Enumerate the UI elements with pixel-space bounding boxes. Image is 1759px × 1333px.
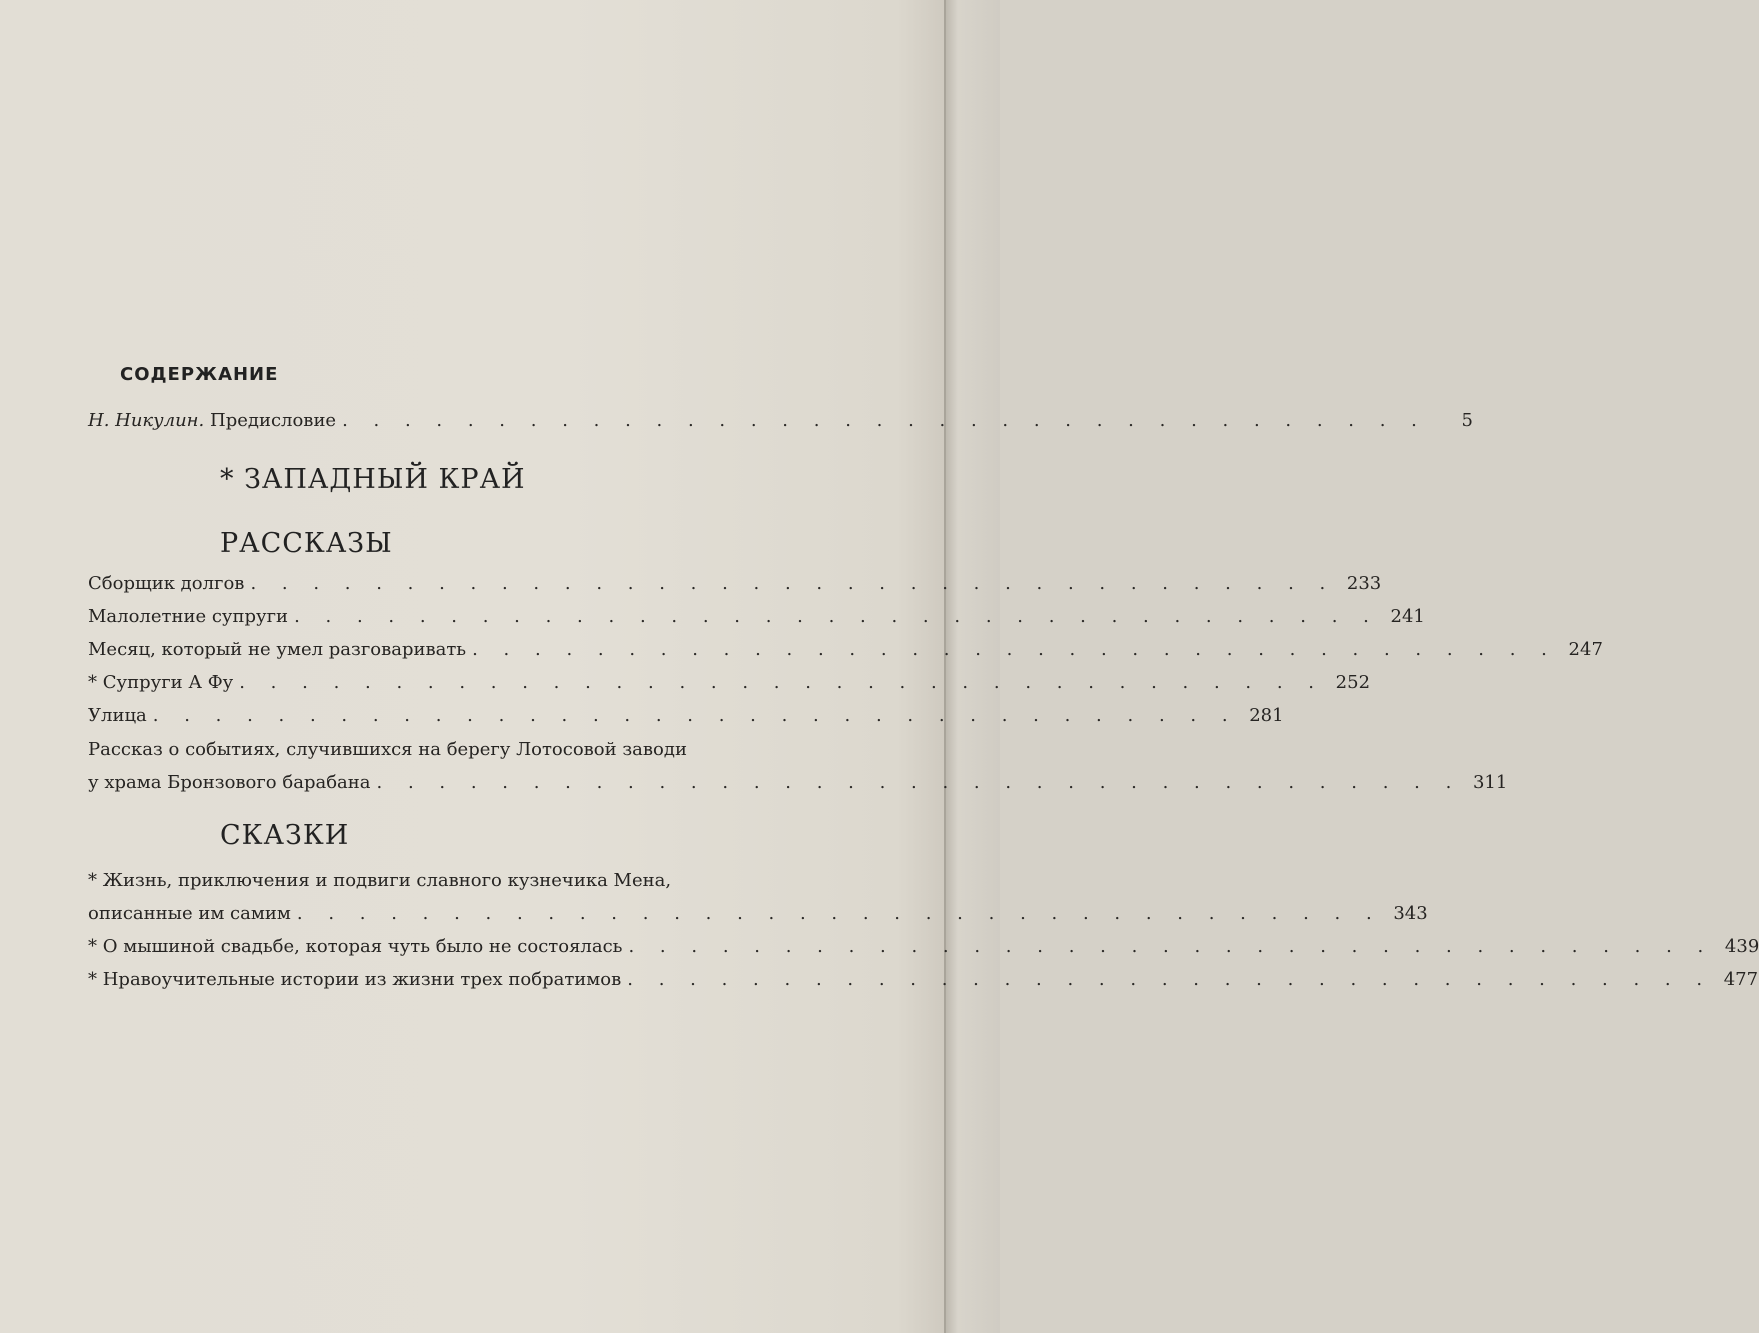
entry-page: 252 [1335, 672, 1371, 693]
entry-title: * Супруги А Фу [88, 672, 234, 693]
entry-page: 343 [1393, 903, 1428, 924]
toc-entry [88, 638, 1603, 662]
entry-title-line2: у храма Бронзового барабана [88, 772, 371, 793]
toc-entry [88, 935, 1759, 959]
entry-title: Малолетние супруги [88, 606, 289, 627]
entry-page: 281 [1249, 705, 1284, 726]
entry-page: 233 [1346, 573, 1382, 594]
toc-heading: СОДЕРЖАНИЕ [120, 364, 279, 385]
toc-entry [88, 771, 1508, 795]
entry-page: 477 [1723, 969, 1759, 990]
toc-entry [88, 968, 1759, 992]
entry-title: * Нравоучительные истории из жизни трех побратимов [88, 969, 622, 990]
toc-entry [88, 605, 1425, 629]
preface-label [88, 409, 336, 433]
leader-dots: . . . . . . . . . . . . . . . . . . . . . . . . . . . . . . . . . . . [376, 772, 1462, 793]
entry-page: 439 [1724, 936, 1759, 957]
preface-page: 5 [1461, 410, 1473, 431]
entry-page: 247 [1568, 639, 1603, 660]
leader-dots: . . . . . . . . . . . . . . . . . . . . . . . . . . . . . . . . . . . [294, 606, 1379, 627]
leader-dots: . . . . . . . . . . . . . . . . . . . . . . . . . . . . . . . . . . . [296, 903, 1382, 924]
leader-dots: . . . . . . . . . . . . . . . . . . . . . . . . . . . . . . . . . . . [239, 672, 1325, 693]
entry-page: 241 [1390, 606, 1425, 627]
toc-entry [88, 572, 1382, 596]
leader-dots: . . . . . . . . . . . . . . . . . . . . . . . . . . . . . . . . . . . [342, 410, 1427, 431]
toc-entry-preface [88, 409, 1473, 433]
next-page-edge [944, 0, 1000, 1333]
entry-title-line2: описанные им самим [88, 903, 291, 924]
toc-entry [88, 902, 1428, 926]
leader-dots: . . . . . . . . . . . . . . . . . . . . . . . . . . . . . . . . . . . [628, 936, 1714, 957]
leader-dots: . . . . . . . . . . . . . . . . . . . . . . . . . . . . . . . . . . . [152, 705, 1238, 726]
entry-title-line1: Рассказ о событиях, случившихся на берегу Лотосовой заводи [88, 739, 687, 760]
toc-entry [88, 671, 1371, 695]
preface-title: Предисловие [210, 410, 337, 431]
entry-title: * О мышиной свадьбе, которая чуть было не состоялась [88, 936, 623, 957]
entry-title: Улица [88, 705, 147, 726]
toc-entry [88, 704, 1284, 728]
entry-title: Месяц, который не умел разговаривать [88, 639, 467, 660]
leader-dots: . . . . . . . . . . . . . . . . . . . . . . . . . . . . . . . . . . . [627, 969, 1713, 990]
entry-title-line1: * Жизнь, приключения и подвиги славного кузнечика Мена, [88, 870, 672, 891]
page-gutter-line [944, 0, 946, 1333]
entry-title: Сборщик долгов [88, 573, 245, 594]
section-title-stories: РАССКАЗЫ [220, 528, 393, 559]
part-title: * ЗАПАДНЫЙ КРАЙ [220, 464, 526, 495]
leader-dots: . . . . . . . . . . . . . . . . . . . . . . . . . . . . . . . . . . . [250, 573, 1336, 594]
preface-author: Н. Никулин. [88, 410, 205, 431]
section-title-tales: СКАЗКИ [220, 820, 350, 851]
entry-page: 311 [1472, 772, 1508, 793]
leader-dots: . . . . . . . . . . . . . . . . . . . . . . . . . . . . . . . . . . . [472, 639, 1557, 660]
